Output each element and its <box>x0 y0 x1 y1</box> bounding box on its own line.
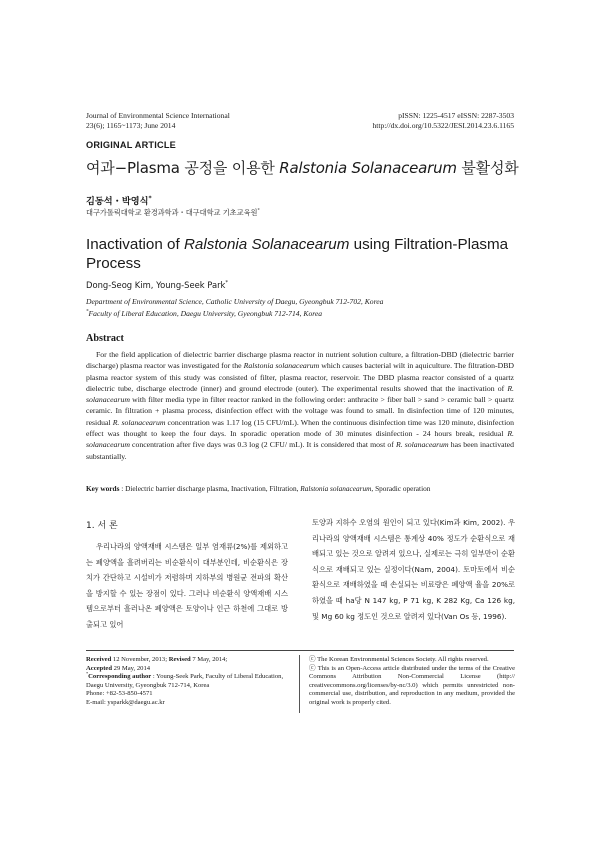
section-heading-introduction: 1. 서 론 <box>86 521 118 531</box>
doi-link[interactable]: http://dx.doi.org/10.5322/JESI.2014.23.6.1165 <box>372 121 514 130</box>
copyright-notice <box>309 656 515 708</box>
journal-volume: 23(6); 1165~1173; June 2014 <box>86 121 176 130</box>
english-authors: Dong-Seog Kim, Young-Seek Park* <box>86 280 229 290</box>
korean-title: 여과−Plasma 공정을 이용한 Ralstonia Solanacearum 불활성화 <box>86 159 519 177</box>
journal-header <box>86 111 230 131</box>
english-title: Inactivation of Ralstonia Solanacearum using Filtration-Plasma Process <box>86 236 509 272</box>
keywords: Key words : Dielectric barrier discharge plasma, Inactivation, Filtration, Ralstonia solanacearum, Sporadic operation <box>86 484 431 493</box>
corresponding-author: *Corresponding author : Young-Seek Park, Faculty of Liberal Education, Daegu University, Gyeongbuk 712-714, Korea <box>86 671 284 689</box>
intro-column-right <box>312 515 515 624</box>
abstract-heading: Abstract <box>86 333 124 344</box>
article-type: ORIGINAL ARTICLE <box>86 140 176 150</box>
email-link[interactable]: E-mail: ysparkk@daegu.ac.kr <box>86 698 165 706</box>
intro-column-left <box>86 539 288 633</box>
license-text: ⓒ This is an Open-Access article distributed under the terms of the Creative Commons Attribution Non-Commercial License (http:// creativecommons.org/licenses/by-nc/3.0) which permits unrestricted non-commercial use, distribution, and reproduction in any medium, provided the original work is properly cited. <box>309 664 515 706</box>
abstract-body: For the field application of dielectric barrier discharge plasma reactor in nutrient solution culture, a filtration-DBD (dielectric barrier discharge) plasma reactor was investigated for the Ralstonia solanacearum which causes bacterial wilt in aquiculture. The filtration-DBD plasma reactor system of this study was consisted of filter, plasma reactor, reservoir. The DBD plasma reactor consisted of a quartz dielectric tube, discharge electrode (inner) and ground electrode (outer). The experimental results showed that the inactivation of R. solanacearum with filter media type in filter reactor ranked in the following order: anthracite > fiber ball > sand > ceramic ball > quartz ceramic. In filtration + plasma process, disinfection effect with the voltage was found to small. In disinfection time of 120 minutes, residual R. solanacearum concentration was 1.17 log (15 CFU/mL). When the continuous disinfection time was 120 minute, disinfection effect was thought to keep the four days. In sporadic operation mode of 30 minutes disinfection - 24 hours break, residual R. solanacearum concentration after five days was 0.3 log (2 CFU/ mL). It is considered that most of R. solanacearum has been inactivated substantially. <box>86 350 515 461</box>
received-dates: Received 12 November, 2013; Revised 7 May, 2014; <box>86 656 228 663</box>
accepted-date: Accepted 29 May, 2014 <box>86 664 151 672</box>
article-history <box>86 656 291 708</box>
footnote-divider <box>86 650 514 651</box>
journal-ids <box>372 111 514 131</box>
phone: Phone: +82-53-850-4571 <box>86 690 153 698</box>
affiliation-1: Department of Environmental Science, Catholic University of Daegu, Gyeongbuk 712-702, Korea <box>86 297 384 306</box>
issn: pISSN: 1225-4517 eISSN: 2287-3503 <box>398 111 514 120</box>
english-affiliations <box>86 296 383 320</box>
journal-name: Journal of Environmental Science International <box>86 111 230 120</box>
footnote-column-divider <box>299 655 300 713</box>
copyright-line: ⓒ The Korean Environmental Sciences Society. All rights reserved. <box>309 656 489 663</box>
intro-paragraph: 우리나라의 양액재배 시스템은 일부 염재류(2%)를 제외하고는 폐양액을 흘려버리는 비순환식이 대부분인데, 비순환식은 장치가 간단하고 시설비가 저렴하며 지하부의 병원균 전파의 확산을 방지할 수 있는 장점이 있다. 그러나 비순환식 양액재배 시스템으로부터 흘러나온 폐양액은 토양이나 인근 하천에 그대로 방출되고 있어 <box>86 542 288 629</box>
korean-affiliation: 대구가톨릭대학교 환경과학과・대구대학교 기초교육원* <box>86 208 260 217</box>
intro-paragraph: 토양과 지하수 오염의 원인이 되고 있다(Kim과 Kim, 2002). 우리나라의 양액재배 시스템은 통계상 40% 정도가 순환식으로 재배되고 있는 것으로 알려져 있으나, 실제로는 극히 일부만이 순환식으로 재배되고 있는 실정이다(Nam, 2004). 토마토에서 비순환식으로 재배하였을 때 손실되는 비료량은 폐양액 율을 20%로 하였을 때 ha당 N 147 kg, P 71 kg, K 282 Kg, Ca 126 kg, 및 Mg 60 kg 정도인 것으로 알려져 있다(Van Os 등, 1996). <box>312 518 515 621</box>
korean-authors: 김동석・박영식* <box>86 194 152 207</box>
affiliation-2: *Faculty of Liberal Education, Daegu University, Gyeongbuk 712-714, Korea <box>86 309 323 318</box>
